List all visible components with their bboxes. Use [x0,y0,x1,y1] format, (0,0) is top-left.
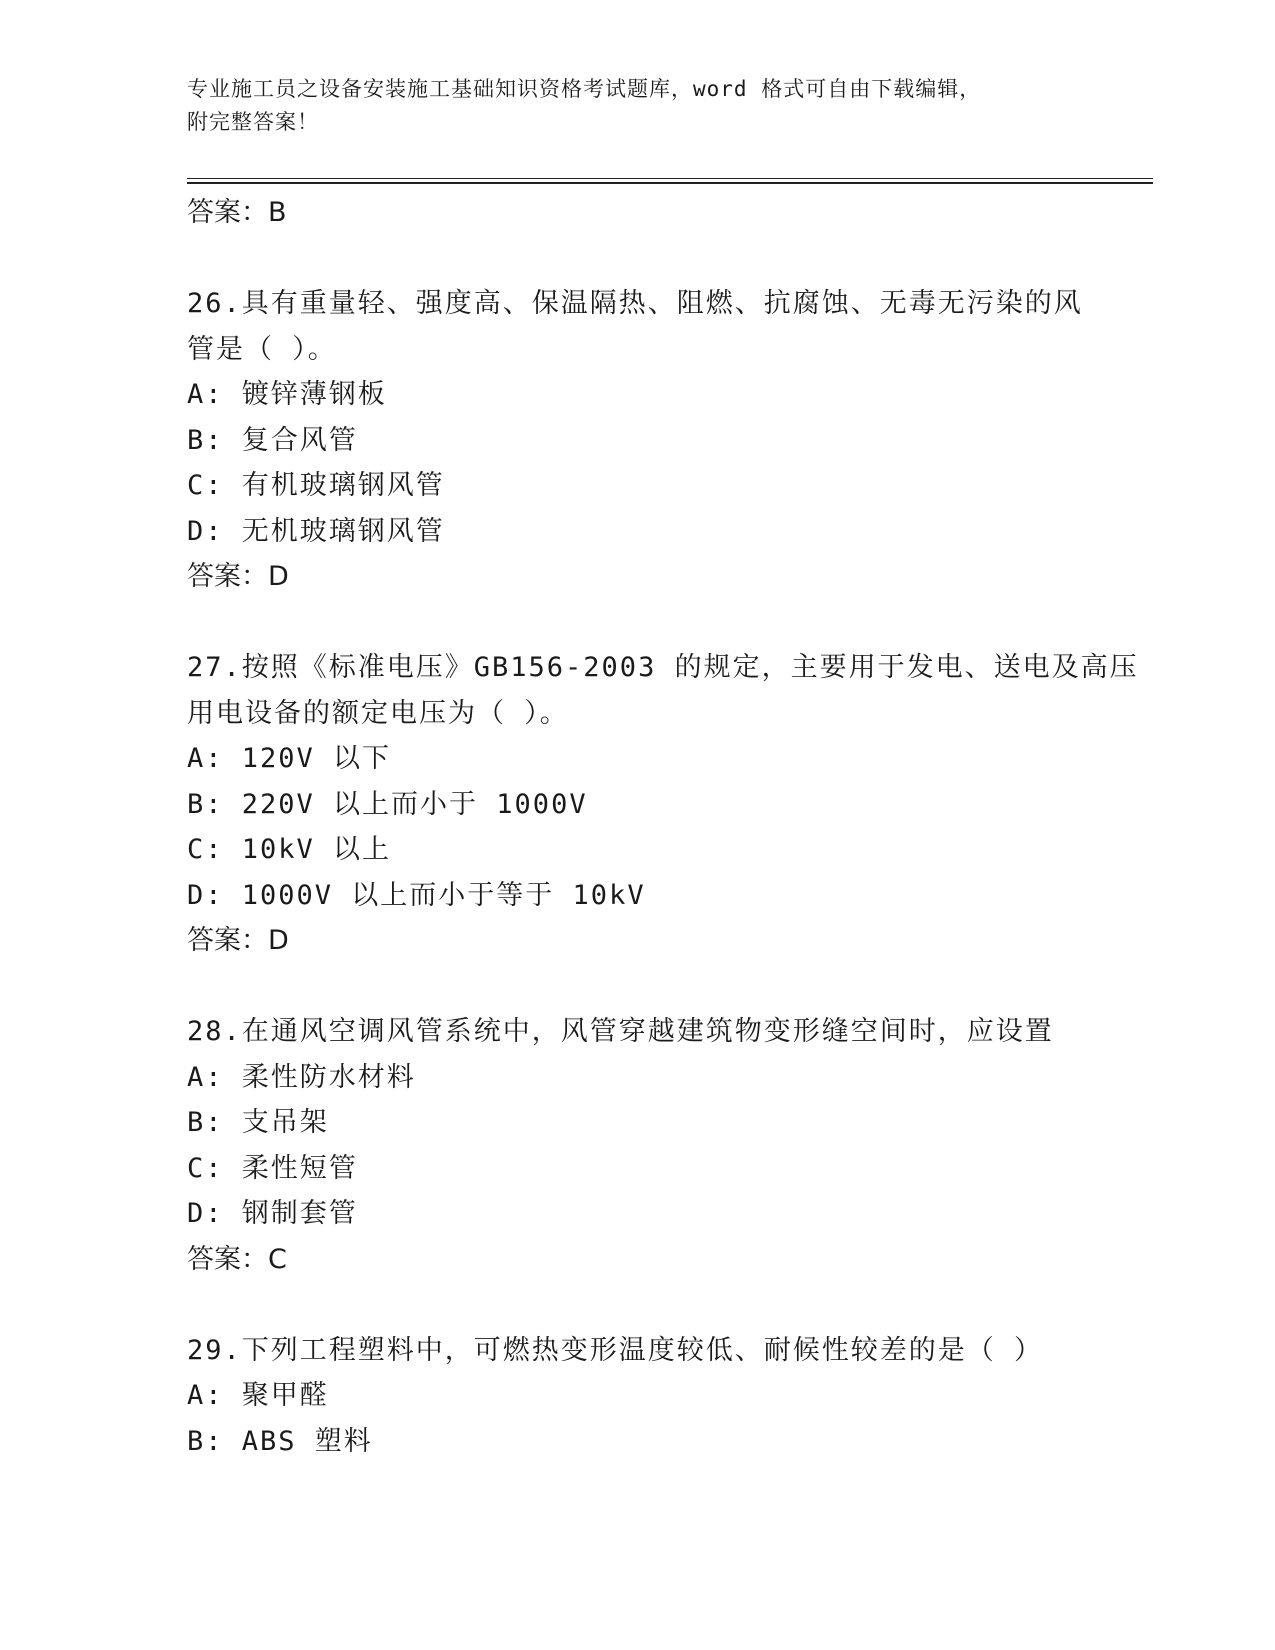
question-stem: 26.具有重量轻、强度高、保温隔热、阻燃、抗腐蚀、无毒无污染的风 [187,288,1083,319]
question-stem: 管是（ ）。 [187,333,337,365]
option-b: B: 支吊架 [187,1107,329,1138]
option-b: B: 220V 以上而小于 1000V [187,788,588,820]
question-27 [187,645,1139,964]
option-a: A: 聚甲醛 [187,1380,329,1411]
header-line-2: 附完整答案！ [187,110,319,134]
option-d: D: 钢制套管 [187,1198,358,1229]
question-stem: 27.按照《标准电压》GB156-2003 的规定，主要用于发电、送电及高压 [187,652,1139,683]
question-26 [187,281,1087,600]
spacer [187,600,1087,646]
spacer [187,236,1087,282]
header-divider-thick [187,182,1153,184]
document-header [187,73,1067,139]
answer-line: 答案：C [187,1243,287,1275]
question-list [187,190,1139,1464]
option-a: A: 柔性防水材料 [187,1061,416,1093]
option-a: A: 120V 以下 [187,743,392,774]
question-28 [187,1009,1087,1282]
option-b: B: 复合风管 [187,424,358,456]
question-stem: 29.下列工程塑料中，可燃热变形温度较低、耐候性较差的是（ ） [187,1334,1044,1366]
question-stem: 用电设备的额定电压为（ ）。 [187,697,569,729]
option-d: D: 无机玻璃钢风管 [187,515,445,547]
option-c: C: 有机玻璃钢风管 [187,470,445,501]
option-c: C: 柔性短管 [187,1152,358,1184]
question-stem: 28.在通风空调风管系统中，风管穿越建筑物变形缝空间时，应设置 [187,1016,1054,1047]
spacer [187,1282,1087,1328]
option-b: B: ABS 塑料 [187,1425,373,1457]
option-a: A: 镀锌薄钢板 [187,379,387,410]
header-divider-thin [187,178,1153,179]
option-d: D: 1000V 以上而小于等于 10kV [187,879,646,911]
option-c: C: 10kV 以上 [187,834,392,865]
answer-line: 答案：D [187,925,289,956]
spacer [187,964,1087,1010]
question-29 [187,1328,1087,1465]
answer-line: 答案：D [187,561,289,592]
answer-line: 答案：B [187,197,287,228]
header-line-1: 专业施工员之设备安装施工基础知识资格考试题库，word 格式可自由下载编辑， [187,77,982,101]
